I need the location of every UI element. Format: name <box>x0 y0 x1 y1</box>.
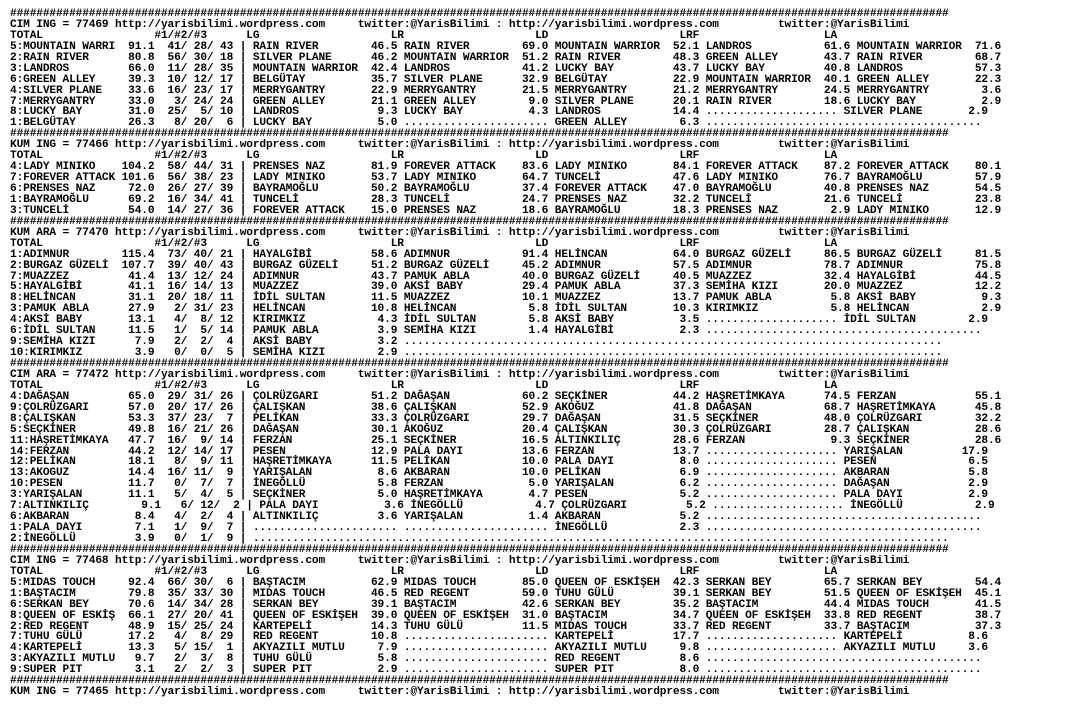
horse-row-line: 4:LADY MINIKO 104.2 58/ 44/ 31 | PRENSES NAZ 81.9 FOREVER ATTACK 83.6 LADY MINIKO 84.1 FOREVER ATTACK 87.2 FOREVER ATTACK 80.1 <box>10 161 1002 174</box>
horse-row-line: 6:SERKAN BEY 70.6 14/ 34/ 28 | SERKAN BEY 39.1 BAŞTACIM 42.6 SERKAN BEY 35.2 BAŞTACIM 44.4 MIDAS TOUCH 41.5 <box>10 598 1002 611</box>
race-header-line: KUM ING = 77466 http://yarisbilimi.wordpress.com twitter:@YarisBilimi : http://yarisbilimi.wordpress.com twitter:@YarisBilimi <box>10 139 910 152</box>
horse-row-line: 1:BELGÜTAY 26.3 8/ 20/ 6 | LUCKY BAY 5.0 ...................... GREEN ALLEY 6.3 .......................................... <box>10 117 982 130</box>
horse-row-line: 12:PELİKAN 18.1 8/ 9/ 11 | HAŞRETİMKAYA 11.5 PELİKAN 10.0 PALA DAYI 8.0 .................... PESEN 6.5 <box>10 456 988 469</box>
horse-row-line: 1:PALA DAYI 7.1 1/ 9/ 7 | ...................... ...................... İNEGÖLLÜ 2.3 .......................................... <box>10 522 982 535</box>
separator-line: ############################################################################################################################################### <box>10 215 949 228</box>
race-header-line: KUM ING = 77465 http://yarisbilimi.wordpress.com twitter:@YarisBilimi : http://yarisbilimi.wordpress.com twitter:@YarisBilimi <box>10 686 910 699</box>
horse-row-line: 9:ÇOLRÜZGARI 57.0 20/ 17/ 26 | ÇALIŞKAN 38.6 ÇALIŞKAN 52.9 AKOĞUZ 41.8 DAĞAŞAN 68.7 HAŞRETİMKAYA 45.8 <box>10 401 1002 414</box>
horse-row-line: 5:HAYALGİBİ 41.1 16/ 14/ 13 | MUAZZEZ 39.0 AKSİ BABY 29.4 PAMUK ABLA 37.3 SEMİHA KIZI 20.0 MUAZZEZ 12.2 <box>10 281 1002 294</box>
separator-line: ############################################################################################################################################### <box>10 358 949 370</box>
horse-row-line: 5:SEÇKİNER 49.8 16/ 21/ 26 | DAĞAŞAN 30.1 AKOĞUZ 20.4 ÇALIŞKAN 30.3 ÇOLRÜZGARI 28.7 ÇALIŞKAN 28.6 <box>10 423 1002 436</box>
horse-row-line: 2:RED REGENT 48.9 15/ 25/ 24 | KARTEPELİ 14.3 TUHU GÜLÜ 11.5 MIDAS TOUCH 33.7 RED REGENT 33.7 BAŞTACIM 37.3 <box>10 620 1002 633</box>
column-header-line: TOTAL #1/#2/#3 LG LR LD LRF LA <box>10 237 838 250</box>
horse-row-line: 7:FOREVER ATTACK 101.6 56/ 38/ 23 | LADY MINIKO 53.7 LADY MINIKO 64.7 TUNCELİ 47.6 LADY MINIKO 76.7 BAYRAMOĞLU 57.9 <box>10 172 1002 185</box>
separator-line: ############################################################################################################################################### <box>10 8 949 20</box>
separator-line: ############################################################################################################################################### <box>10 543 949 556</box>
horse-row-line: 1:BAŞTACIM 79.8 35/ 33/ 30 | MIDAS TOUCH 46.5 RED REGENT 59.0 TUHU GÜLÜ 39.1 SERKAN BEY 51.5 QUEEN OF ESKİŞEH 45.1 <box>10 587 1002 600</box>
horse-row-line: 3:PAMUK ABLA 27.9 2/ 31/ 23 | HELİNCAN 10.8 HELİNCAN 5.8 İDİL SULTAN 10.3 KIRIMKIZ 5.8 HELİNCAN 2.9 <box>10 303 1002 316</box>
column-header-line: TOTAL #1/#2/#3 LG LR LD LRF LA <box>10 29 838 42</box>
horse-row-line: 6:İDİL SULTAN 11.5 1/ 5/ 14 | PAMUK ABLA 3.9 SEMİHA KIZI 1.4 HAYALGİBİ 2.3 .......................................... <box>10 325 982 338</box>
horse-row-line: 10:PESEN 11.7 0/ 7/ 7 | İNEGÖLLÜ 5.8 FERZAN 5.0 YARIŞALAN 6.2 .................... DAĞAŞAN 2.9 <box>10 478 988 491</box>
separator-line: ############################################################################################################################################### <box>10 675 949 688</box>
horse-row-line: 8:ÇALIŞKAN 53.3 37/ 23/ 7 | PELİKAN 33.3 ÇOLRÜZGARI 29.7 DAĞAŞAN 31.5 SEÇKİNER 48.0 ÇOLRÜZGARI 32.2 <box>10 412 1002 425</box>
horse-row-line: 8:HELİNCAN 31.1 20/ 18/ 11 | İDİL SULTAN 11.5 MUAZZEZ 10.1 MUAZZEZ 13.7 PAMUK ABLA 5.8 AKSİ BABY 9.3 <box>10 292 1002 305</box>
horse-row-line: 2:İNEGÖLLÜ 3.9 0/ 1/ 9 | .......................................................................................................... <box>10 533 949 545</box>
horse-row-line: 3:AKYAZILI MUTLU 9.7 2/ 3/ 8 | TUHU GÜLÜ 5.8 ...................... RED REGENT 8.6 .......................................... <box>10 653 982 666</box>
race-header-line: KUM ARA = 77470 http://yarisbilimi.wordpress.com twitter:@YarisBilimi : http://yarisbilimi.wordpress.com twitter:@YarisBilimi <box>10 226 910 239</box>
horse-row-line: 4:DAĞAŞAN 65.0 29/ 31/ 26 | ÇOLRÜZGARI 51.2 DAĞAŞAN 60.2 SEÇKİNER 44.2 HAŞRETİMKAYA 74.5 FERZAN 55.1 <box>10 390 1002 403</box>
separator-line: ############################################################################################################################################### <box>10 128 949 141</box>
horse-row-line: 9:SEMİHA KIZI 7.9 2/ 2/ 4 | AKSİ BABY 3.2 .................................................................................. <box>10 336 943 349</box>
race-header-line: CIM ING = 77468 http://yarisbilimi.wordpress.com twitter:@YarisBilimi : http://yarisbilimi.wordpress.com twitter:@YarisBilimi <box>10 554 910 567</box>
horse-row-line: 13:AKOGUZ 14.4 16/ 11/ 9 | YARIŞALAN 8.6 AKBARAN 10.0 PELİKAN 6.9 .................... AKBARAN 5.8 <box>10 467 988 480</box>
horse-row-line: 4:KARTEPELİ 13.3 5/ 15/ 1 | AKYAZILI MUTLU 7.9 ...................... AKYAZILI MUTLU 9.8 .................... AKYAZILI MUTLU 3.6 <box>10 642 988 655</box>
horse-row-line: 6:AKBARAN 8.4 4/ 2/ 4 | ALTINKILIÇ 3.6 YARIŞALAN 1.4 AKBARAN 5.2 .......................................... <box>10 511 982 524</box>
horse-row-line: 8:LUCKY BAY 31.0 25/ 5/ 10 | LANDROS 9.3 LUCKY BAY 4.3 LANDROS 14.4 .................... SILVER PLANE 2.9 <box>10 106 988 119</box>
horse-row-line: 7:MERRYGANTRY 33.0 3/ 24/ 24 | GREEN ALLEY 21.1 GREEN ALLEY 9.0 SILVER PLANE 20.1 RAIN RIVER 18.6 LUCKY BAY 2.9 <box>10 95 1002 108</box>
column-header-line: TOTAL #1/#2/#3 LG LR LD LRF LA <box>10 565 838 578</box>
horse-row-line: 2:RAIN RIVER 80.8 56/ 30/ 18 | SILVER PLANE 46.2 MOUNTAIN WARRIOR 51.2 RAIN RIVER 48.3 GREEN ALLEY 43.7 RAIN RIVER 68.7 <box>10 51 1002 64</box>
horse-row-line: 3:LANDROS 66.0 11/ 28/ 35 | MOUNTAIN WARRIOR 42.4 LANDROS 41.2 LUCKY BAY 43.7 LUCKY BAY 40.8 LANDROS 57.3 <box>10 62 1002 75</box>
horse-row-line: 3:YARIŞALAN 11.1 5/ 4/ 5 | SEÇKİNER 5.0 HAŞRETİMKAYA 4.7 PESEN 5.2 .................... PALA DAYI 2.9 <box>10 489 988 502</box>
horse-row-line: 1:ADIMNUR 115.4 73/ 40/ 21 | HAYALGİBİ 58.6 ADIMNUR 91.4 HELİNCAN 64.0 BURGAZ GÜZELİ 86.5 BURGAZ GÜZELİ 81.5 <box>10 248 1002 261</box>
race-report-sheet <box>10 9 1001 698</box>
horse-row-line: 8:QUEEN OF ESKİŞ 66.1 27/ 20/ 41 | QUEEN OF ESKİŞEH 39.0 QUEEN OF ESKİŞEH 31.0 BAŞTACIM 34.7 QUEEN OF ESKİŞEH 33.8 RED REGENT 38.7 <box>10 609 1002 622</box>
horse-row-line: 9:SUPER PIT 3.1 2/ 2/ 3 | SUPER PIT 2.9 ...................... SUPER PIT 8.0 .......................................... <box>10 664 982 677</box>
horse-row-line: 4:SILVER PLANE 33.6 16/ 23/ 17 | MERRYGANTRY 22.9 MERRYGANTRY 21.5 MERRYGANTRY 21.2 MERRYGANTRY 24.5 MERRYGANTRY 3.6 <box>10 84 1002 97</box>
horse-row-line: 6:GREEN ALLEY 39.3 10/ 12/ 17 | BELGÜTAY 35.7 SILVER PLANE 32.9 BELGÜTAY 22.9 MOUNTAIN WARRIOR 40.1 GREEN ALLEY 22.3 <box>10 73 1002 86</box>
horse-row-line: 3:TUNCELİ 54.0 14/ 27/ 36 | FOREVER ATTACK 15.0 PRENSES NAZ 18.6 BAYRAMOĞLU 18.3 PRENSES NAZ 2.9 LADY MINIKO 12.9 <box>10 204 1002 217</box>
horse-row-line: 5:MIDAS TOUCH 92.4 66/ 30/ 6 | BAŞTACIM 62.9 MIDAS TOUCH 85.0 QUEEN OF ESKİŞEH 42.3 SERKAN BEY 65.7 SERKAN BEY 54.4 <box>10 576 1002 589</box>
horse-row-line: 7:MUAZZEZ 41.4 13/ 12/ 24 | ADIMNUR 43.7 PAMUK ABLA 40.0 BURGAZ GÜZELİ 40.5 MUAZZEZ 32.4 HAYALGİBİ 44.5 <box>10 270 1002 283</box>
horse-row-line: 7:ALTINKILIÇ 9.1 6/ 12/ 2 | PALA DAYI 3.6 İNEGÖLLÜ 4.7 ÇOLRÜZGARI 5.2 .................... İNEGÖLLÜ 2.9 <box>10 500 995 513</box>
horse-row-line: 6:PRENSES NAZ 72.0 26/ 27/ 39 | BAYRAMOĞLU 50.2 BAYRAMOĞLU 37.4 FOREVER ATTACK 47.0 BAYRAMOĞLU 40.8 PRENSES NAZ 54.5 <box>10 183 1002 195</box>
horse-row-line: 4:AKSİ BABY 13.1 4/ 8/ 12 | KIRIMKIZ 4.3 İDİL SULTAN 5.8 AKSİ BABY 3.5 .................... İDİL SULTAN 2.9 <box>10 314 988 327</box>
horse-row-line: 2:BURGAZ GÜZELİ 107.7 39/ 40/ 43 | BURGAZ GÜZELİ 51.2 BURGAZ GÜZELİ 45.2 ADIMNUR 57.5 ADIMNUR 78.7 ADIMNUR 75.8 <box>10 259 1002 272</box>
horse-row-line: 5:MOUNTAIN WARRI 91.1 41/ 28/ 43 | RAIN RIVER 46.5 RAIN RIVER 69.0 MOUNTAIN WARRIOR 52.1 LANDROS 61.6 MOUNTAIN WARRIOR 71.6 <box>10 40 1002 53</box>
horse-row-line: 1:BAYRAMOĞLU 69.2 16/ 34/ 41 | TUNCELİ 28.3 TUNCELİ 24.7 PRENSES NAZ 32.2 TUNCELİ 21.6 TUNCELİ 23.8 <box>10 193 1002 206</box>
race-header-line: CIM ARA = 77472 http://yarisbilimi.wordpress.com twitter:@YarisBilimi : http://yarisbilimi.wordpress.com twitter:@YarisBilimi <box>10 368 910 381</box>
race-header-line: CIM ING = 77469 http://yarisbilimi.wordpress.com twitter:@YarisBilimi : http://yarisbilimi.wordpress.com twitter:@YarisBilimi <box>10 18 910 31</box>
horse-row-line: 14:FERZAN 44.2 12/ 14/ 17 | PESEN 12.9 PALA DAYI 13.6 FERZAN 13.7 .................... YARIŞALAN 17.9 <box>10 445 988 458</box>
column-header-line: TOTAL #1/#2/#3 LG LR LD LRF LA <box>10 379 838 392</box>
horse-row-line: 11:HAŞRETİMKAYA 47.7 16/ 9/ 14 | FERZAN 25.1 SEÇKİNER 16.5 ALTINKILIÇ 28.6 FERZAN 9.3 SEÇKİNER 28.6 <box>10 434 1002 447</box>
horse-row-line: 10:KIRIMKIZ 3.9 0/ 0/ 5 | SEMİHA KIZI 2.9 .................................................................................. <box>10 347 943 360</box>
column-header-line: TOTAL #1/#2/#3 LG LR LD LRF LA <box>10 150 838 163</box>
horse-row-line: 7:TUHU GÜLÜ 17.2 4/ 8/ 29 | RED REGENT 10.8 ...................... KARTEPELİ 17.7 .................... KARTEPELİ 8.6 <box>10 631 988 644</box>
